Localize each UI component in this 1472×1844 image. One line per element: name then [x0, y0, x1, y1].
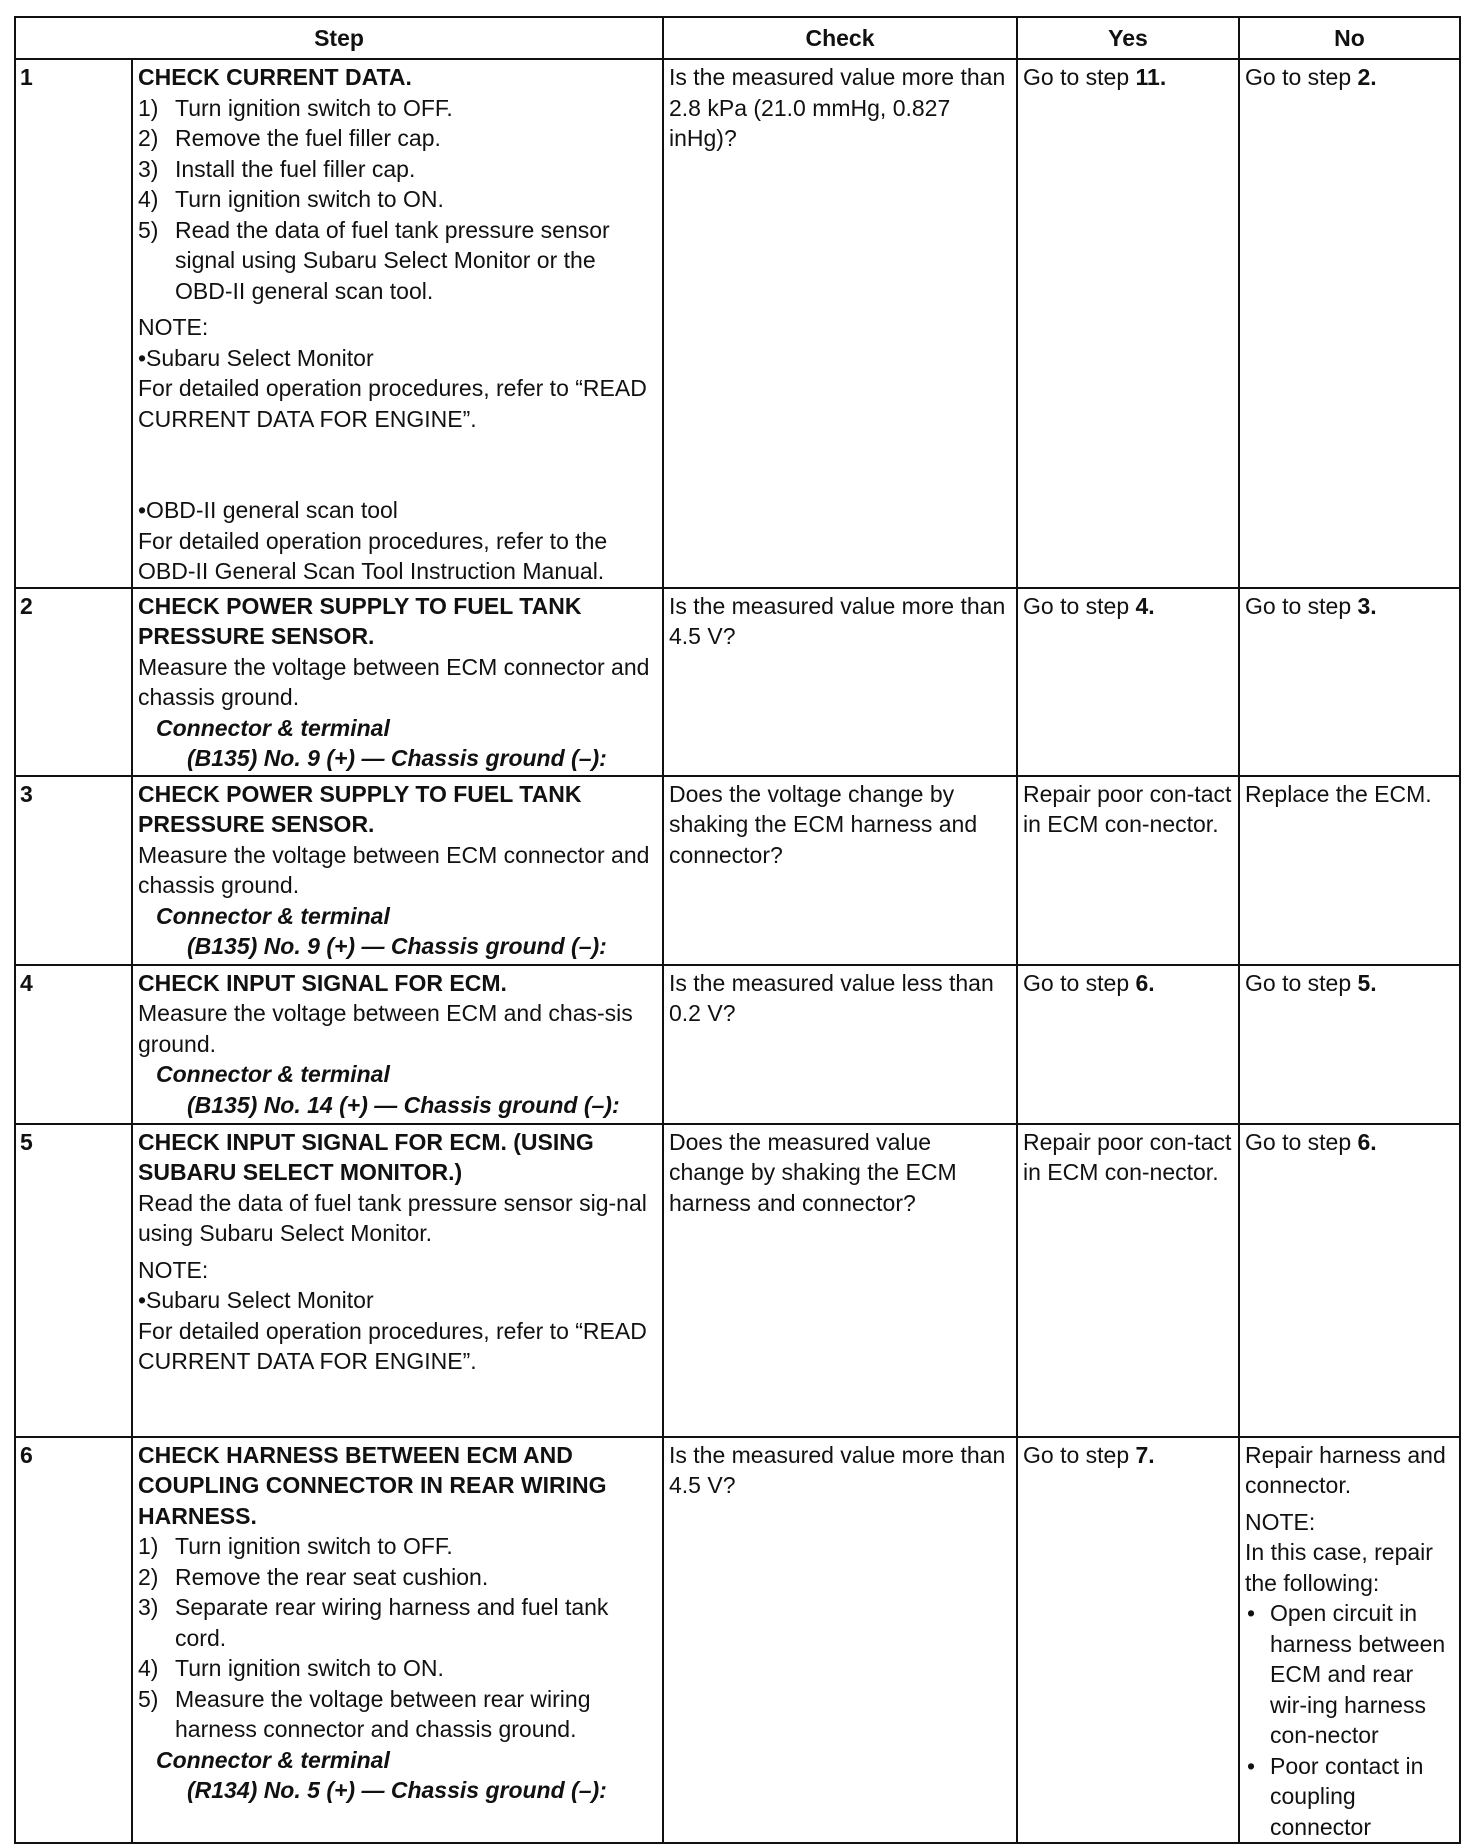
connector-terminal-label: Connector & terminal — [156, 1061, 390, 1087]
no-cell: Replace the ECM. — [1239, 776, 1460, 965]
note-text: For detailed operation procedures, refer to the OBD-II General Scan Tool Instruction Manual. — [138, 527, 608, 584]
step-number: 5 — [15, 1124, 132, 1437]
list-item — [1245, 1751, 1454, 1843]
yes-cell: Repair poor con-tact in ECM con-nector. — [1017, 1124, 1239, 1437]
list-item-text: Remove the fuel filler cap. — [175, 125, 441, 151]
no-text: Go to step — [1245, 1128, 1358, 1155]
table-row — [15, 588, 1460, 776]
no-step-ref: 6. — [1357, 1128, 1377, 1155]
yes-step-ref: 11. — [1135, 64, 1167, 90]
note-text: In this case, repair the following: — [1245, 1539, 1433, 1596]
list-item-text: Turn ignition switch to ON. — [175, 1655, 444, 1681]
list-item-text: Install the fuel filler cap. — [175, 155, 416, 182]
yes-text: Go to step — [1023, 592, 1136, 619]
step-title: CHECK CURRENT DATA. — [138, 64, 412, 90]
connector-terminal-label: Connector & terminal — [156, 714, 390, 741]
no-text: Go to step — [1245, 592, 1358, 619]
no-text: Repair harness and connector. — [1245, 1441, 1446, 1498]
header-yes: Yes — [1017, 17, 1239, 59]
yes-cell — [1017, 965, 1239, 1124]
note-label: NOTE: — [138, 1256, 209, 1283]
list-item-text: Open circuit in harness between ECM and rear wir-ing harness con-nector — [1270, 1600, 1446, 1748]
table-row — [15, 1124, 1460, 1437]
step-body: Measure the voltage between ECM and chas-sis ground. — [138, 1000, 633, 1057]
check-cell: Is the measured value more than 4.5 V? — [663, 1437, 1017, 1844]
connector-terminal-label: Connector & terminal — [156, 1746, 390, 1773]
step-title: CHECK INPUT SIGNAL FOR ECM. — [138, 969, 507, 996]
step-title: CHECK INPUT SIGNAL FOR ECM. (USING SUBARU SELECT MONITOR.) — [138, 1128, 594, 1185]
table-row — [15, 776, 1460, 965]
note-text: For detailed operation procedures, refer to “READ CURRENT DATA FOR ENGINE”. — [138, 375, 647, 432]
list-item-number: 1) — [138, 94, 159, 121]
step-number: 6 — [15, 1437, 132, 1844]
note-text: For detailed operation procedures, refer to “READ CURRENT DATA FOR ENGINE”. — [138, 1317, 647, 1374]
step-cell — [132, 59, 663, 588]
note-title: •OBD-II general scan tool — [138, 497, 398, 523]
list-item-number: 3) — [138, 1594, 159, 1620]
list-item-text: Turn ignition switch to OFF. — [175, 1533, 453, 1559]
no-step-ref: 5. — [1357, 969, 1377, 996]
connector-terminal-value: (R134) No. 5 (+) — Chassis ground (–): — [187, 1777, 607, 1803]
connector-terminal-value: (B135) No. 14 (+) — Chassis ground (–): — [187, 1091, 620, 1118]
yes-cell — [1017, 588, 1239, 776]
list-item — [1245, 1598, 1454, 1751]
list-item-number: 2) — [138, 1563, 159, 1590]
note-label: NOTE: — [1245, 1508, 1316, 1535]
step-cell — [132, 588, 663, 776]
list-item-text: Turn ignition switch to OFF. — [175, 94, 453, 121]
list-item — [138, 154, 657, 185]
bullet: • — [1247, 1752, 1256, 1779]
check-cell: Does the voltage change by shaking the ECM harness and connector? — [663, 776, 1017, 965]
yes-text: Go to step — [1023, 64, 1136, 90]
list-item-text: Turn ignition switch to ON. — [175, 186, 444, 212]
header-row — [15, 17, 1460, 59]
list-item — [138, 123, 657, 154]
list-item-number: 5) — [138, 1685, 159, 1712]
list-item — [138, 1531, 657, 1562]
no-cell — [1239, 1437, 1460, 1844]
yes-step-ref: 6. — [1135, 969, 1155, 996]
list-item-text: Remove the rear seat cushion. — [175, 1563, 489, 1590]
header-no: No — [1239, 17, 1460, 59]
note-label: NOTE: — [138, 314, 209, 340]
step-list — [138, 1531, 657, 1745]
list-item — [138, 93, 657, 124]
yes-step-ref: 4. — [1135, 592, 1155, 619]
list-item — [138, 1684, 657, 1745]
connector-terminal-label: Connector & terminal — [156, 902, 390, 929]
step-number: 4 — [15, 965, 132, 1124]
step-cell — [132, 965, 663, 1124]
diagnostic-table — [14, 16, 1461, 1844]
no-cell — [1239, 588, 1460, 776]
step-title: CHECK POWER SUPPLY TO FUEL TANK PRESSURE SENSOR. — [138, 592, 582, 649]
repair-list — [1245, 1598, 1454, 1842]
note-title: •Subaru Select Monitor — [138, 344, 374, 371]
list-item — [138, 1653, 657, 1684]
no-cell — [1239, 965, 1460, 1124]
table-row — [15, 965, 1460, 1124]
list-item-number: 3) — [138, 155, 159, 182]
connector-terminal-value: (B135) No. 9 (+) — Chassis ground (–): — [187, 933, 607, 959]
no-cell — [1239, 59, 1460, 588]
step-number: 2 — [15, 588, 132, 776]
check-cell: Is the measured value more than 2.8 kPa (21.0 mmHg, 0.827 inHg)? — [663, 59, 1017, 588]
list-item — [138, 1592, 657, 1653]
step-title: CHECK POWER SUPPLY TO FUEL TANK PRESSURE SENSOR. — [138, 780, 582, 837]
no-cell — [1239, 1124, 1460, 1437]
check-cell: Does the measured value change by shaking the ECM harness and connector? — [663, 1124, 1017, 1437]
step-cell — [132, 776, 663, 965]
yes-cell — [1017, 1437, 1239, 1844]
no-step-ref: 3. — [1357, 592, 1377, 619]
list-item-number: 4) — [138, 186, 159, 212]
header-check: Check — [663, 17, 1017, 59]
table-row — [15, 1437, 1460, 1844]
yes-cell: Repair poor con-tact in ECM con-nector. — [1017, 776, 1239, 965]
step-body: Measure the voltage between ECM connector and chassis ground. — [138, 653, 650, 710]
connector-terminal-value: (B135) No. 9 (+) — Chassis ground (–): — [187, 745, 607, 771]
step-cell — [132, 1437, 663, 1844]
step-body: Read the data of fuel tank pressure sensor sig-nal using Subaru Select Monitor. — [138, 1189, 647, 1246]
header-step: Step — [15, 17, 663, 59]
step-cell — [132, 1124, 663, 1437]
no-text: Go to step — [1245, 969, 1358, 996]
list-item — [138, 1562, 657, 1593]
check-cell: Is the measured value more than 4.5 V? — [663, 588, 1017, 776]
table-row — [15, 59, 1460, 588]
list-item-text: Poor contact in coupling connector — [1270, 1752, 1424, 1840]
list-item-number: 5) — [138, 216, 159, 243]
list-item-number: 1) — [138, 1533, 159, 1559]
check-cell: Is the measured value less than 0.2 V? — [663, 965, 1017, 1124]
step-number: 1 — [15, 59, 132, 588]
step-list — [138, 93, 657, 307]
no-step-ref: 2. — [1357, 64, 1377, 90]
note-title: •Subaru Select Monitor — [138, 1287, 374, 1313]
list-item-text: Measure the voltage between rear wiring harness connector and chassis ground. — [175, 1685, 591, 1742]
step-number: 3 — [15, 776, 132, 965]
yes-text: Go to step — [1023, 969, 1136, 996]
list-item — [138, 184, 657, 215]
list-item-text: Separate rear wiring harness and fuel tank cord. — [175, 1594, 609, 1651]
step-body: Measure the voltage between ECM connector and chassis ground. — [138, 841, 650, 898]
step-title: CHECK HARNESS BETWEEN ECM AND COUPLING CONNECTOR IN REAR WIRING HARNESS. — [138, 1441, 607, 1529]
yes-step-ref: 7. — [1135, 1441, 1155, 1468]
yes-cell — [1017, 59, 1239, 588]
list-item-number: 2) — [138, 125, 159, 151]
yes-text: Go to step — [1023, 1441, 1136, 1468]
list-item-text: Read the data of fuel tank pressure sensor signal using Subaru Select Monitor or the OBD-II general scan tool. — [175, 216, 610, 304]
list-item-number: 4) — [138, 1655, 159, 1681]
bullet: • — [1247, 1600, 1256, 1626]
no-text: Go to step — [1245, 64, 1358, 90]
list-item — [138, 215, 657, 307]
